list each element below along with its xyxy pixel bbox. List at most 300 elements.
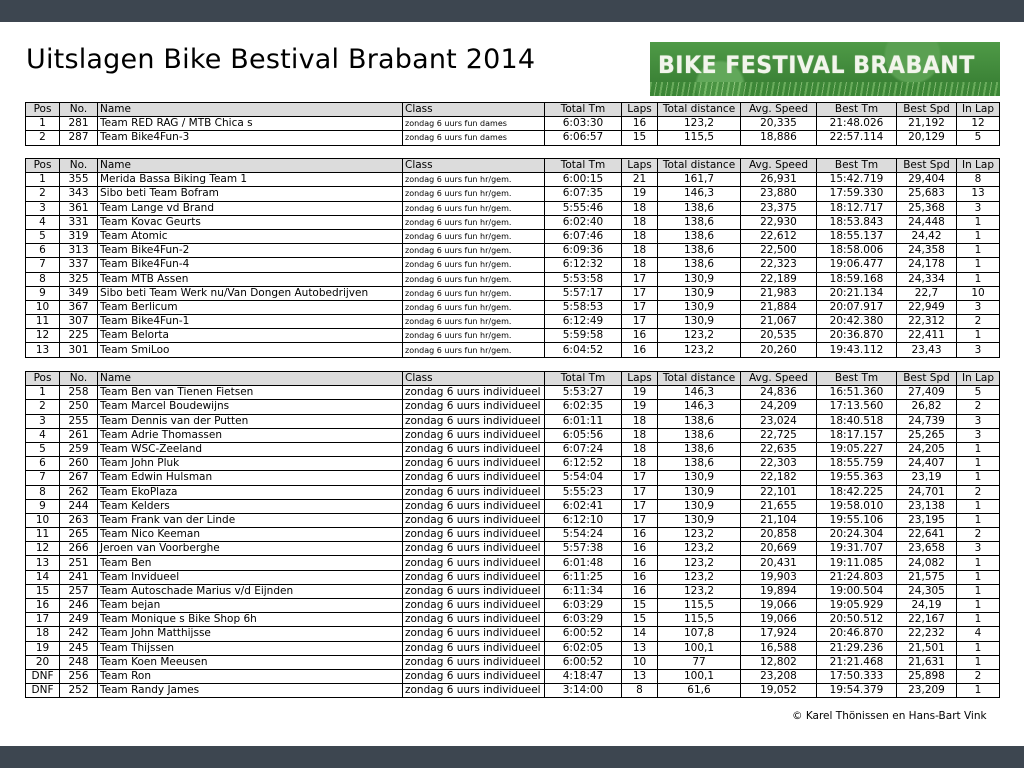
cell-pos: DNF bbox=[26, 684, 60, 698]
cell-total-distance: 138,6 bbox=[658, 244, 741, 258]
cell-avg-speed: 19,066 bbox=[741, 599, 817, 613]
cell-total-tm: 5:54:04 bbox=[545, 471, 622, 485]
table-row bbox=[26, 343, 1000, 357]
cell-name: Team Adrie Thomassen bbox=[98, 428, 403, 442]
cell-best-spd: 24,701 bbox=[897, 485, 957, 499]
cell-name: Team Frank van der Linde bbox=[98, 513, 403, 527]
table-row bbox=[26, 641, 1000, 655]
cell-class: zondag 6 uurs individueel bbox=[403, 542, 545, 556]
cell-best-tm: 19:54.379 bbox=[817, 684, 897, 698]
cell-laps: 18 bbox=[622, 215, 658, 229]
cell-in-lap: 1 bbox=[957, 229, 1000, 243]
cell-class: zondag 6 uurs fun hr/gem. bbox=[403, 315, 545, 329]
cell-total-tm: 6:01:48 bbox=[545, 556, 622, 570]
cell-name: Team Belorta bbox=[98, 329, 403, 343]
cell-avg-speed: 22,612 bbox=[741, 229, 817, 243]
cell-class: zondag 6 uurs fun hr/gem. bbox=[403, 286, 545, 300]
cell-name: Team Kelders bbox=[98, 499, 403, 513]
cell-pos: 14 bbox=[26, 570, 60, 584]
cell-best-tm: 21:48.026 bbox=[817, 117, 897, 131]
cell-total-distance: 130,9 bbox=[658, 272, 741, 286]
cell-avg-speed: 22,189 bbox=[741, 272, 817, 286]
cell-pos: 6 bbox=[26, 457, 60, 471]
cell-no: 252 bbox=[60, 684, 98, 698]
cell-total-distance: 138,6 bbox=[658, 414, 741, 428]
cell-class: zondag 6 uurs fun hr/gem. bbox=[403, 215, 545, 229]
cell-in-lap: 3 bbox=[957, 414, 1000, 428]
cell-total-distance: 138,6 bbox=[658, 201, 741, 215]
cell-avg-speed: 23,880 bbox=[741, 187, 817, 201]
cell-avg-speed: 22,101 bbox=[741, 485, 817, 499]
cell-total-tm: 6:05:56 bbox=[545, 428, 622, 442]
cell-laps: 18 bbox=[622, 258, 658, 272]
table-row bbox=[26, 442, 1000, 456]
table-row bbox=[26, 485, 1000, 499]
cell-pos: 7 bbox=[26, 258, 60, 272]
cell-in-lap: 1 bbox=[957, 570, 1000, 584]
cell-avg-speed: 22,635 bbox=[741, 442, 817, 456]
cell-class: zondag 6 uurs individueel bbox=[403, 627, 545, 641]
cell-no: 225 bbox=[60, 329, 98, 343]
cell-laps: 18 bbox=[622, 457, 658, 471]
cell-in-lap: 1 bbox=[957, 556, 1000, 570]
cell-best-spd: 23,195 bbox=[897, 513, 957, 527]
results-table-fun-hr-gem bbox=[25, 158, 1000, 358]
cell-pos: 9 bbox=[26, 286, 60, 300]
cell-best-spd: 27,409 bbox=[897, 386, 957, 400]
cell-best-tm: 18:12.717 bbox=[817, 201, 897, 215]
column-header-class: Class bbox=[403, 159, 545, 173]
table-row bbox=[26, 300, 1000, 314]
cell-laps: 18 bbox=[622, 244, 658, 258]
cell-best-tm: 19:06.477 bbox=[817, 258, 897, 272]
cell-avg-speed: 22,182 bbox=[741, 471, 817, 485]
cell-best-tm: 18:55.137 bbox=[817, 229, 897, 243]
table-row bbox=[26, 187, 1000, 201]
cell-no: 367 bbox=[60, 300, 98, 314]
cell-total-distance: 115,5 bbox=[658, 599, 741, 613]
cell-laps: 16 bbox=[622, 570, 658, 584]
cell-total-tm: 6:07:24 bbox=[545, 442, 622, 456]
cell-name: Merida Bassa Biking Team 1 bbox=[98, 173, 403, 187]
cell-total-tm: 6:07:35 bbox=[545, 187, 622, 201]
cell-laps: 16 bbox=[622, 329, 658, 343]
cell-total-tm: 5:55:23 bbox=[545, 485, 622, 499]
cell-total-distance: 123,2 bbox=[658, 343, 741, 357]
bike-festival-logo bbox=[650, 42, 1000, 96]
cell-best-spd: 25,265 bbox=[897, 428, 957, 442]
cell-class: zondag 6 uurs individueel bbox=[403, 386, 545, 400]
cell-name: Team Randy James bbox=[98, 684, 403, 698]
cell-pos: 1 bbox=[26, 386, 60, 400]
cell-best-spd: 22,641 bbox=[897, 528, 957, 542]
cell-name: Team MTB Assen bbox=[98, 272, 403, 286]
cell-in-lap: 1 bbox=[957, 584, 1000, 598]
cell-in-lap: 1 bbox=[957, 272, 1000, 286]
cell-best-tm: 18:53.843 bbox=[817, 215, 897, 229]
cell-name: Team Ben bbox=[98, 556, 403, 570]
cell-no: 261 bbox=[60, 428, 98, 442]
cell-in-lap: 3 bbox=[957, 343, 1000, 357]
cell-laps: 17 bbox=[622, 286, 658, 300]
cell-total-distance: 123,2 bbox=[658, 584, 741, 598]
column-header-class: Class bbox=[403, 103, 545, 117]
cell-name: Team Atomic bbox=[98, 229, 403, 243]
cell-no: 251 bbox=[60, 556, 98, 570]
cell-class: zondag 6 uurs fun hr/gem. bbox=[403, 173, 545, 187]
cell-avg-speed: 21,884 bbox=[741, 300, 817, 314]
cell-no: 248 bbox=[60, 655, 98, 669]
cell-avg-speed: 21,983 bbox=[741, 286, 817, 300]
cell-name: Team EkoPlaza bbox=[98, 485, 403, 499]
column-header-avg-speed: Avg. Speed bbox=[741, 372, 817, 386]
cell-avg-speed: 20,669 bbox=[741, 542, 817, 556]
table-row bbox=[26, 329, 1000, 343]
cell-name: Team Bike4Fun-4 bbox=[98, 258, 403, 272]
cell-no: 337 bbox=[60, 258, 98, 272]
cell-class: zondag 6 uurs individueel bbox=[403, 513, 545, 527]
cell-best-spd: 24,448 bbox=[897, 215, 957, 229]
column-header-name: Name bbox=[98, 372, 403, 386]
cell-no: 260 bbox=[60, 457, 98, 471]
cell-avg-speed: 22,725 bbox=[741, 428, 817, 442]
cell-laps: 17 bbox=[622, 513, 658, 527]
cell-pos: 8 bbox=[26, 272, 60, 286]
column-header-total-distance: Total distance bbox=[658, 372, 741, 386]
cell-total-tm: 6:02:05 bbox=[545, 641, 622, 655]
cell-best-spd: 26,82 bbox=[897, 400, 957, 414]
cell-class: zondag 6 uurs individueel bbox=[403, 584, 545, 598]
table-row bbox=[26, 528, 1000, 542]
cell-total-tm: 6:07:46 bbox=[545, 229, 622, 243]
cell-total-distance: 123,2 bbox=[658, 556, 741, 570]
cell-laps: 17 bbox=[622, 485, 658, 499]
cell-name: Team Bike4Fun-2 bbox=[98, 244, 403, 258]
table-row bbox=[26, 499, 1000, 513]
cell-total-tm: 6:12:49 bbox=[545, 315, 622, 329]
cell-best-spd: 24,19 bbox=[897, 599, 957, 613]
table-row bbox=[26, 400, 1000, 414]
cell-total-distance: 161,7 bbox=[658, 173, 741, 187]
cell-best-tm: 20:07.917 bbox=[817, 300, 897, 314]
table-row bbox=[26, 428, 1000, 442]
cell-pos: 15 bbox=[26, 584, 60, 598]
cell-total-distance: 130,9 bbox=[658, 499, 741, 513]
cell-best-spd: 25,898 bbox=[897, 669, 957, 683]
cell-pos: 16 bbox=[26, 599, 60, 613]
cell-total-distance: 123,2 bbox=[658, 329, 741, 343]
cell-in-lap: 1 bbox=[957, 471, 1000, 485]
cell-laps: 15 bbox=[622, 599, 658, 613]
cell-total-tm: 6:03:30 bbox=[545, 117, 622, 131]
cell-name: Team Monique s Bike Shop 6h bbox=[98, 613, 403, 627]
cell-total-distance: 130,9 bbox=[658, 513, 741, 527]
header-row bbox=[26, 159, 1000, 173]
cell-in-lap: 1 bbox=[957, 215, 1000, 229]
cell-total-distance: 130,9 bbox=[658, 485, 741, 499]
cell-in-lap: 1 bbox=[957, 442, 1000, 456]
cell-pos: 3 bbox=[26, 201, 60, 215]
table-row bbox=[26, 669, 1000, 683]
table-row bbox=[26, 244, 1000, 258]
cell-laps: 17 bbox=[622, 471, 658, 485]
cell-laps: 17 bbox=[622, 499, 658, 513]
cell-laps: 18 bbox=[622, 201, 658, 215]
cell-name: Team Edwin Hulsman bbox=[98, 471, 403, 485]
cell-no: 319 bbox=[60, 229, 98, 243]
cell-pos: 8 bbox=[26, 485, 60, 499]
cell-best-spd: 29,404 bbox=[897, 173, 957, 187]
column-header-best-spd: Best Spd bbox=[897, 159, 957, 173]
cell-no: 267 bbox=[60, 471, 98, 485]
cell-best-tm: 17:13.560 bbox=[817, 400, 897, 414]
table-row bbox=[26, 599, 1000, 613]
cell-no: 263 bbox=[60, 513, 98, 527]
cell-pos: 2 bbox=[26, 131, 60, 145]
cell-total-distance: 130,9 bbox=[658, 286, 741, 300]
cell-pos: 5 bbox=[26, 442, 60, 456]
cell-pos: 12 bbox=[26, 329, 60, 343]
table-row bbox=[26, 570, 1000, 584]
table-row bbox=[26, 542, 1000, 556]
cell-total-distance: 107,8 bbox=[658, 627, 741, 641]
cell-class: zondag 6 uurs fun hr/gem. bbox=[403, 258, 545, 272]
column-header-pos: Pos bbox=[26, 159, 60, 173]
cell-best-spd: 24,407 bbox=[897, 457, 957, 471]
cell-total-tm: 5:54:24 bbox=[545, 528, 622, 542]
cell-avg-speed: 26,931 bbox=[741, 173, 817, 187]
cell-class: zondag 6 uurs fun dames bbox=[403, 131, 545, 145]
cell-total-distance: 115,5 bbox=[658, 131, 741, 145]
cell-total-tm: 6:06:57 bbox=[545, 131, 622, 145]
cell-in-lap: 1 bbox=[957, 499, 1000, 513]
cell-no: 250 bbox=[60, 400, 98, 414]
cell-total-tm: 6:12:10 bbox=[545, 513, 622, 527]
column-header-total-tm: Total Tm bbox=[545, 372, 622, 386]
cell-avg-speed: 22,930 bbox=[741, 215, 817, 229]
cell-pos: 17 bbox=[26, 613, 60, 627]
cell-class: zondag 6 uurs individueel bbox=[403, 457, 545, 471]
column-header-total-distance: Total distance bbox=[658, 159, 741, 173]
cell-total-tm: 6:01:11 bbox=[545, 414, 622, 428]
cell-best-spd: 22,7 bbox=[897, 286, 957, 300]
cell-best-spd: 22,411 bbox=[897, 329, 957, 343]
column-header-name: Name bbox=[98, 103, 403, 117]
cell-class: zondag 6 uurs individueel bbox=[403, 570, 545, 584]
cell-laps: 16 bbox=[622, 584, 658, 598]
cell-name: Team Marcel Boudewijns bbox=[98, 400, 403, 414]
cell-total-distance: 138,6 bbox=[658, 229, 741, 243]
cell-no: 259 bbox=[60, 442, 98, 456]
cell-in-lap: 2 bbox=[957, 485, 1000, 499]
cell-best-spd: 25,368 bbox=[897, 201, 957, 215]
cell-laps: 19 bbox=[622, 187, 658, 201]
cell-name: Team Ben van Tienen Fietsen bbox=[98, 386, 403, 400]
cell-class: zondag 6 uurs individueel bbox=[403, 556, 545, 570]
cell-laps: 16 bbox=[622, 343, 658, 357]
cell-pos: 7 bbox=[26, 471, 60, 485]
cell-total-distance: 146,3 bbox=[658, 187, 741, 201]
cell-laps: 16 bbox=[622, 117, 658, 131]
cell-name: Team Bike4Fun-3 bbox=[98, 131, 403, 145]
cell-in-lap: 12 bbox=[957, 117, 1000, 131]
cell-avg-speed: 19,052 bbox=[741, 684, 817, 698]
cell-class: zondag 6 uurs individueel bbox=[403, 669, 545, 683]
cell-name: Team Bike4Fun-1 bbox=[98, 315, 403, 329]
logo-grass-decoration bbox=[650, 82, 1000, 96]
cell-avg-speed: 22,323 bbox=[741, 258, 817, 272]
cell-in-lap: 2 bbox=[957, 528, 1000, 542]
header-row bbox=[26, 103, 1000, 117]
cell-name: Team John Matthijsse bbox=[98, 627, 403, 641]
cell-total-distance: 123,2 bbox=[658, 570, 741, 584]
cell-in-lap: 4 bbox=[957, 627, 1000, 641]
cell-avg-speed: 21,067 bbox=[741, 315, 817, 329]
cell-best-tm: 17:59.330 bbox=[817, 187, 897, 201]
cell-total-distance: 138,6 bbox=[658, 457, 741, 471]
column-header-laps: Laps bbox=[622, 159, 658, 173]
cell-no: 361 bbox=[60, 201, 98, 215]
cell-total-distance: 123,2 bbox=[658, 528, 741, 542]
cell-total-distance: 61,6 bbox=[658, 684, 741, 698]
column-header-no: No. bbox=[60, 372, 98, 386]
cell-best-tm: 18:59.168 bbox=[817, 272, 897, 286]
cell-total-tm: 5:57:38 bbox=[545, 542, 622, 556]
cell-name: Team Kovac Geurts bbox=[98, 215, 403, 229]
cell-in-lap: 3 bbox=[957, 300, 1000, 314]
column-header-class: Class bbox=[403, 372, 545, 386]
cell-total-distance: 130,9 bbox=[658, 315, 741, 329]
cell-class: zondag 6 uurs individueel bbox=[403, 528, 545, 542]
cell-best-tm: 21:29.236 bbox=[817, 641, 897, 655]
cell-in-lap: 2 bbox=[957, 400, 1000, 414]
cell-no: 255 bbox=[60, 414, 98, 428]
cell-avg-speed: 19,894 bbox=[741, 584, 817, 598]
table-row bbox=[26, 173, 1000, 187]
cell-best-tm: 19:55.363 bbox=[817, 471, 897, 485]
cell-class: zondag 6 uurs fun hr/gem. bbox=[403, 229, 545, 243]
cell-in-lap: 13 bbox=[957, 187, 1000, 201]
cell-in-lap: 1 bbox=[957, 655, 1000, 669]
cell-best-tm: 20:50.512 bbox=[817, 613, 897, 627]
cell-pos: DNF bbox=[26, 669, 60, 683]
cell-class: zondag 6 uurs fun hr/gem. bbox=[403, 201, 545, 215]
cell-no: 256 bbox=[60, 669, 98, 683]
table-row bbox=[26, 258, 1000, 272]
cell-best-spd: 24,42 bbox=[897, 229, 957, 243]
cell-name: Team Lange vd Brand bbox=[98, 201, 403, 215]
cell-best-tm: 20:24.304 bbox=[817, 528, 897, 542]
cell-in-lap: 3 bbox=[957, 201, 1000, 215]
cell-best-tm: 19:05.929 bbox=[817, 599, 897, 613]
cell-avg-speed: 20,335 bbox=[741, 117, 817, 131]
cell-no: 249 bbox=[60, 613, 98, 627]
results-table-individueel bbox=[25, 371, 1000, 698]
table-row bbox=[26, 513, 1000, 527]
table-row bbox=[26, 315, 1000, 329]
column-header-avg-speed: Avg. Speed bbox=[741, 103, 817, 117]
cell-total-tm: 5:55:46 bbox=[545, 201, 622, 215]
column-header-avg-speed: Avg. Speed bbox=[741, 159, 817, 173]
cell-best-spd: 22,949 bbox=[897, 300, 957, 314]
cell-avg-speed: 21,104 bbox=[741, 513, 817, 527]
cell-pos: 9 bbox=[26, 499, 60, 513]
cell-in-lap: 1 bbox=[957, 329, 1000, 343]
column-header-best-spd: Best Spd bbox=[897, 372, 957, 386]
cell-in-lap: 1 bbox=[957, 457, 1000, 471]
cell-avg-speed: 17,924 bbox=[741, 627, 817, 641]
cell-laps: 15 bbox=[622, 613, 658, 627]
table-row bbox=[26, 627, 1000, 641]
cell-class: zondag 6 uurs individueel bbox=[403, 684, 545, 698]
cell-best-tm: 22:57.114 bbox=[817, 131, 897, 145]
cell-class: zondag 6 uurs individueel bbox=[403, 400, 545, 414]
cell-name: Team RED RAG / MTB Chica s bbox=[98, 117, 403, 131]
cell-no: 355 bbox=[60, 173, 98, 187]
cell-total-distance: 130,9 bbox=[658, 471, 741, 485]
cell-in-lap: 2 bbox=[957, 315, 1000, 329]
column-header-in-lap: In Lap bbox=[957, 372, 1000, 386]
cell-total-tm: 6:03:29 bbox=[545, 613, 622, 627]
cell-in-lap: 1 bbox=[957, 258, 1000, 272]
cell-total-distance: 138,6 bbox=[658, 442, 741, 456]
cell-name: Team Berlicum bbox=[98, 300, 403, 314]
cell-laps: 18 bbox=[622, 428, 658, 442]
cell-in-lap: 1 bbox=[957, 244, 1000, 258]
cell-class: zondag 6 uurs fun hr/gem. bbox=[403, 300, 545, 314]
cell-name: Team Thijssen bbox=[98, 641, 403, 655]
cell-total-tm: 6:00:52 bbox=[545, 627, 622, 641]
cell-pos: 19 bbox=[26, 641, 60, 655]
cell-no: 244 bbox=[60, 499, 98, 513]
column-header-best-tm: Best Tm bbox=[817, 159, 897, 173]
cell-class: zondag 6 uurs fun hr/gem. bbox=[403, 343, 545, 357]
table-row bbox=[26, 684, 1000, 698]
cell-total-tm: 6:03:29 bbox=[545, 599, 622, 613]
cell-total-tm: 6:04:52 bbox=[545, 343, 622, 357]
cell-avg-speed: 16,588 bbox=[741, 641, 817, 655]
table-row bbox=[26, 272, 1000, 286]
cell-no: 325 bbox=[60, 272, 98, 286]
table-row bbox=[26, 556, 1000, 570]
cell-pos: 10 bbox=[26, 300, 60, 314]
cell-name: Team bejan bbox=[98, 599, 403, 613]
cell-no: 331 bbox=[60, 215, 98, 229]
cell-no: 307 bbox=[60, 315, 98, 329]
cell-pos: 20 bbox=[26, 655, 60, 669]
cell-pos: 1 bbox=[26, 117, 60, 131]
column-header-laps: Laps bbox=[622, 103, 658, 117]
cell-avg-speed: 20,431 bbox=[741, 556, 817, 570]
table-row bbox=[26, 457, 1000, 471]
cell-class: zondag 6 uurs individueel bbox=[403, 641, 545, 655]
cell-laps: 18 bbox=[622, 442, 658, 456]
cell-best-tm: 17:50.333 bbox=[817, 669, 897, 683]
cell-best-tm: 20:46.870 bbox=[817, 627, 897, 641]
column-header-total-tm: Total Tm bbox=[545, 103, 622, 117]
cell-laps: 15 bbox=[622, 131, 658, 145]
cell-laps: 16 bbox=[622, 528, 658, 542]
cell-class: zondag 6 uurs individueel bbox=[403, 442, 545, 456]
cell-laps: 17 bbox=[622, 315, 658, 329]
cell-in-lap: 1 bbox=[957, 599, 1000, 613]
cell-best-spd: 24,358 bbox=[897, 244, 957, 258]
column-header-no: No. bbox=[60, 159, 98, 173]
cell-laps: 10 bbox=[622, 655, 658, 669]
cell-avg-speed: 23,208 bbox=[741, 669, 817, 683]
cell-best-spd: 24,178 bbox=[897, 258, 957, 272]
cell-laps: 18 bbox=[622, 414, 658, 428]
